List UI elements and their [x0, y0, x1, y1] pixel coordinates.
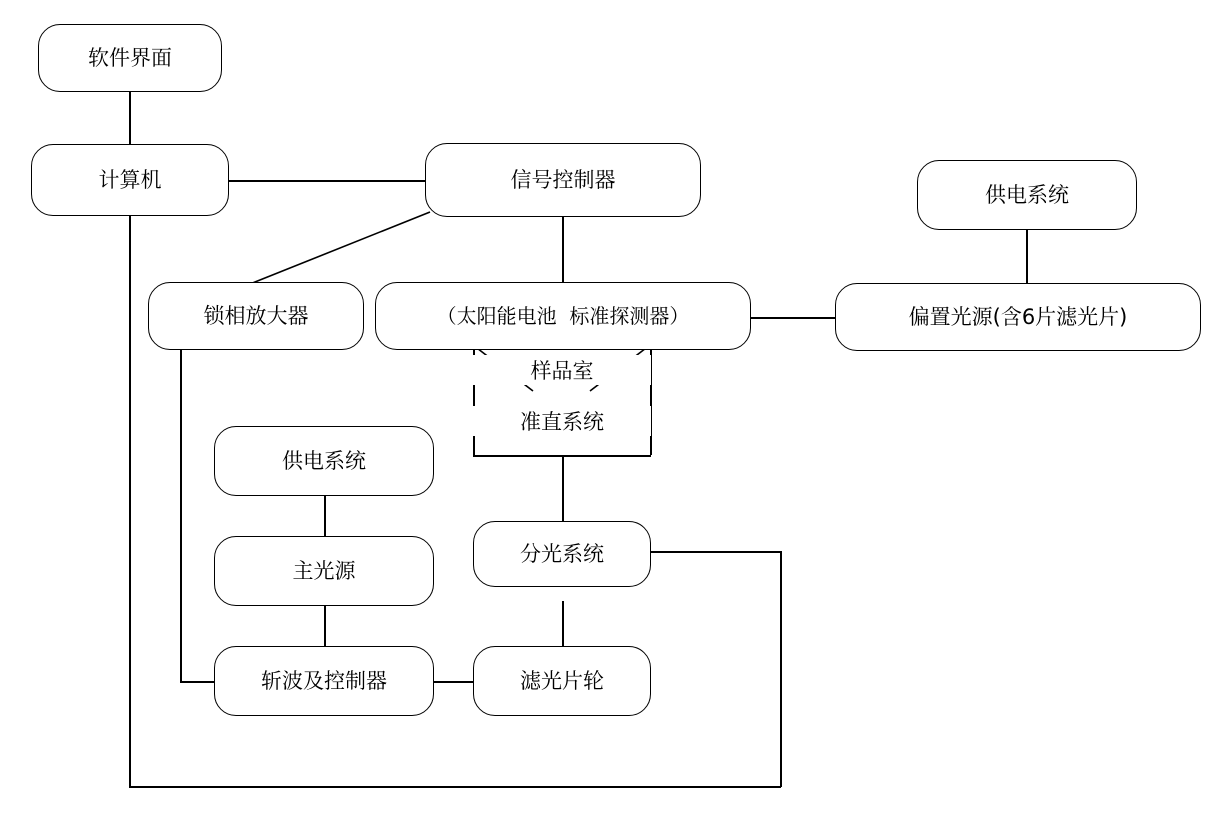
edge-software-ui-to-computer: [129, 92, 131, 144]
edge-main-light-to-chopper: [324, 606, 326, 646]
edge-power-supply-2-to-bias-light: [1026, 230, 1028, 283]
node-spectrometer[interactable]: [473, 521, 651, 587]
edge-sample-chamber-to-spectrometer: [562, 455, 564, 523]
node-main-light-source-label: 主光源: [292, 558, 356, 583]
node-power-supply-lower[interactable]: [214, 426, 434, 496]
edge-signal-controller-to-lock-in-amp: [250, 212, 430, 284]
node-signal-controller[interactable]: [425, 143, 701, 217]
node-chopper-controller-label: 斩波及控制器: [261, 668, 387, 693]
node-power-supply-upper-label: 供电系统: [985, 182, 1069, 207]
node-bias-light-source-label: 偏置光源(含6片滤光片): [908, 304, 1128, 329]
node-lock-in-amplifier-label: 锁相放大器: [203, 303, 309, 328]
node-computer-label: 计算机: [98, 167, 162, 192]
node-signal-controller-label: 信号控制器: [510, 167, 616, 192]
edge-sample-chamber-to-bias-light: [751, 317, 836, 319]
node-software-ui[interactable]: [38, 24, 222, 92]
node-filter-wheel[interactable]: [473, 646, 651, 716]
edge-lock-in-amp-to-chopper-horizontal: [180, 681, 216, 683]
node-computer[interactable]: [31, 144, 229, 216]
edge-spectrometer-to-computer-right: [780, 551, 782, 787]
node-main-light-source[interactable]: [214, 536, 434, 606]
node-sample-chamber-label: （太阳能电池 标准探测器）: [436, 303, 690, 328]
edge-signal-controller-to-sample-chamber: [562, 217, 564, 282]
node-filter-wheel-label: 滤光片轮: [520, 668, 604, 693]
node-sample-chamber-sublabel-2: 准直系统: [473, 406, 651, 436]
edge-spectrometer-to-filter-wheel: [562, 601, 564, 646]
node-spectrometer-label: 分光系统: [520, 541, 604, 566]
edge-computer-to-signal-controller: [228, 180, 426, 182]
node-sample-chamber[interactable]: [375, 282, 751, 350]
node-bias-light-source[interactable]: [835, 283, 1201, 351]
node-power-supply-lower-label: 供电系统: [282, 448, 366, 473]
edge-chopper-to-filter-wheel: [432, 681, 474, 683]
node-lock-in-amplifier[interactable]: [148, 282, 364, 350]
node-software-ui-label: 软件界面: [88, 45, 172, 70]
edge-spectrometer-to-computer-bottom: [129, 786, 781, 788]
edge-spectrometer-to-computer-top: [650, 551, 781, 553]
node-power-supply-upper[interactable]: [917, 160, 1137, 230]
edge-spectrometer-to-computer-left: [129, 216, 131, 787]
edge-lock-in-amp-to-chopper-vertical: [180, 350, 182, 681]
node-chopper-controller[interactable]: [214, 646, 434, 716]
edge-power-supply-1-to-main-light: [324, 496, 326, 536]
node-sample-chamber-sublabel-1: 样品室: [473, 355, 651, 385]
